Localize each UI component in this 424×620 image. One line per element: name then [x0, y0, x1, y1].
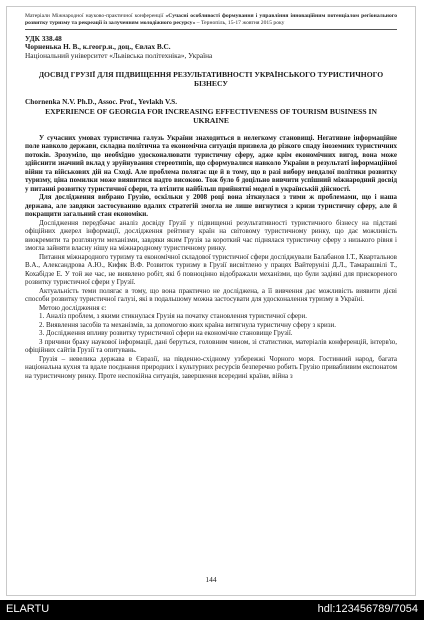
- paragraph-intro: У сучасних умовах туристична галузь України знаходиться в нелегкому становищі. Негативне інформаційне поле навколо держави, складна політична та економічна ситуація призвела до різкого спаду іноземних туристичних потоків. Зрозуміло, що необхідно удосконалювати туристичну сферу, адже крім економічних вигод, вона може здійснити значний вклад у зруйнування стереотипів, що сформувалися навколо України в результаті інформаційної війни та військових дій на Сході. Але проблема полягає ще й в тому, що в разі вибору невдалої політики розвитку туризму, ціна помилки може виявитися надто високою. Тож було б доцільно вивчити успішний міжнародний досвід у питанні розвитку туристичної сфери, та втілити найбільш прийнятні моделі в українській дійсності.: [25, 133, 397, 193]
- footer-handle-link[interactable]: hdl:123456789/7054: [317, 603, 418, 615]
- authors-ua: Чорненька Н. В., к.геогр.н., доц., Євлах В.С.: [25, 42, 171, 52]
- authors-en: Chornenka N.V. Ph.D., Assoc. Prof., Yevlakh V.S.: [25, 97, 178, 107]
- paragraph-georgia: Грузія – невелика держава в Євразії, на південно-східному узбережжі Чорного моря. Гостинний народ, багата національна кухня та вдале поєднання природних і культурних ресурсів безперечно робить Грузію привабливим експонатом на туристичному ринку. Проте неспокійна ситуація, завершення всередині країни, війна з: [25, 354, 397, 380]
- conference-header: [25, 13, 397, 30]
- goal-item-1: 1. Аналіз проблем, з якими стикнулася Грузія на початку становлення туристичної сфери.: [39, 312, 308, 321]
- title-ua: ДОСВІД ГРУЗІЇ ДЛЯ ПІДВИЩЕННЯ РЕЗУЛЬТАТИВНОСТІ УКРАЇНСЬКОГО ТУРИСТИЧНОГО БІЗНЕСУ: [38, 70, 384, 89]
- paragraph-literature: Питання міжнародного туризму та економічної складової туристичної сфери досліджували Балабанов І.Т., Квартальнов В.А., Александрова А.Ю., Кифяк В.Ф. Розвиток туризму в Грузії висвітлено у працях Вайтерунізі Д.Л., Тамарашвілі Т., Кохабідзе Е. У той же час, не виявлено робіт, які б повноцінно відображали механізми, що були задіяні для прискореного розвитку туристичної сфери у Грузії.: [25, 252, 397, 287]
- goal-item-3: 3. Дослідження впливу розвитку туристичної сфери на економічне становище Грузії.: [39, 329, 293, 338]
- page-number: 144: [205, 575, 217, 584]
- header-suffix: – Тернопіль, 15-17 жовтня 2015 року: [195, 19, 285, 26]
- header-bold: «Сучасні особливості формування і управління інноваційним потенціалом регіонального розвитку туризму та рекреації із залученням молодіжного ресурсу»: [25, 13, 397, 26]
- footer-bar: [0, 600, 424, 620]
- document-page: [6, 6, 416, 596]
- paragraph-sources: З причини браку наукової інформації, дані беруться, головним чином, зі статистики, матеріалів конференцій, інтерв'ю, офіційних сайтів Грузії та опитувань.: [25, 337, 397, 355]
- title-en: EXPERIENCE OF GEORGIA FOR INCREASING EFFECTIVENESS OF TOURISM BUSINESS IN UKRAINE: [45, 106, 377, 125]
- header-prefix: Матеріали Міжнародної науково-практичної конференції: [25, 13, 166, 19]
- paragraph-relevance: Актуальність теми полягає в тому, що вона практично не досліджена, а її вивчення дає можливість виявити дієві способи розвитку туристичної галузі, які в подальшому можна застосувати для удосконалення туризму в Україні.: [25, 286, 397, 304]
- paragraph-georgia-choice: Для дослідження вибрано Грузію, оскільки у 2008 році вона зіткнулася з тими ж проблемами, що і наша держава, але завдяки застосуванню вдалих стратегій змогла не лише вигнутися з кризи туристичну сферу, але й покращити загальний стан економіки.: [25, 193, 397, 219]
- footer-repository-name: ELARTU: [6, 603, 50, 615]
- affiliation: Національний університет «Львівська політехніка», Україна: [25, 50, 213, 60]
- paragraph-method: Дослідження передбачає аналіз досвіду Грузії у підвищенні результативності туристичного бізнесу на підставі офіційних джерел інформації, дослідження рейтингу країн на світовому туристичному ринку, що дає можливість виокремити та розглянути механізми, завдяки яким Грузія за короткий час піднялася туристичну сферу з низького рівня і змогла зайняти власну нішу на міжнародному туристичному ринку.: [25, 218, 397, 253]
- goal-item-2: 2. Виявлення засобів та механізмів, за допомогою яких країна витягнула туристичну сферу з кризи.: [39, 320, 336, 329]
- udk-code: УДК 338.48: [25, 33, 62, 43]
- paragraph-goals-heading: Метою дослідження є:: [39, 303, 107, 312]
- page-content: [25, 13, 397, 380]
